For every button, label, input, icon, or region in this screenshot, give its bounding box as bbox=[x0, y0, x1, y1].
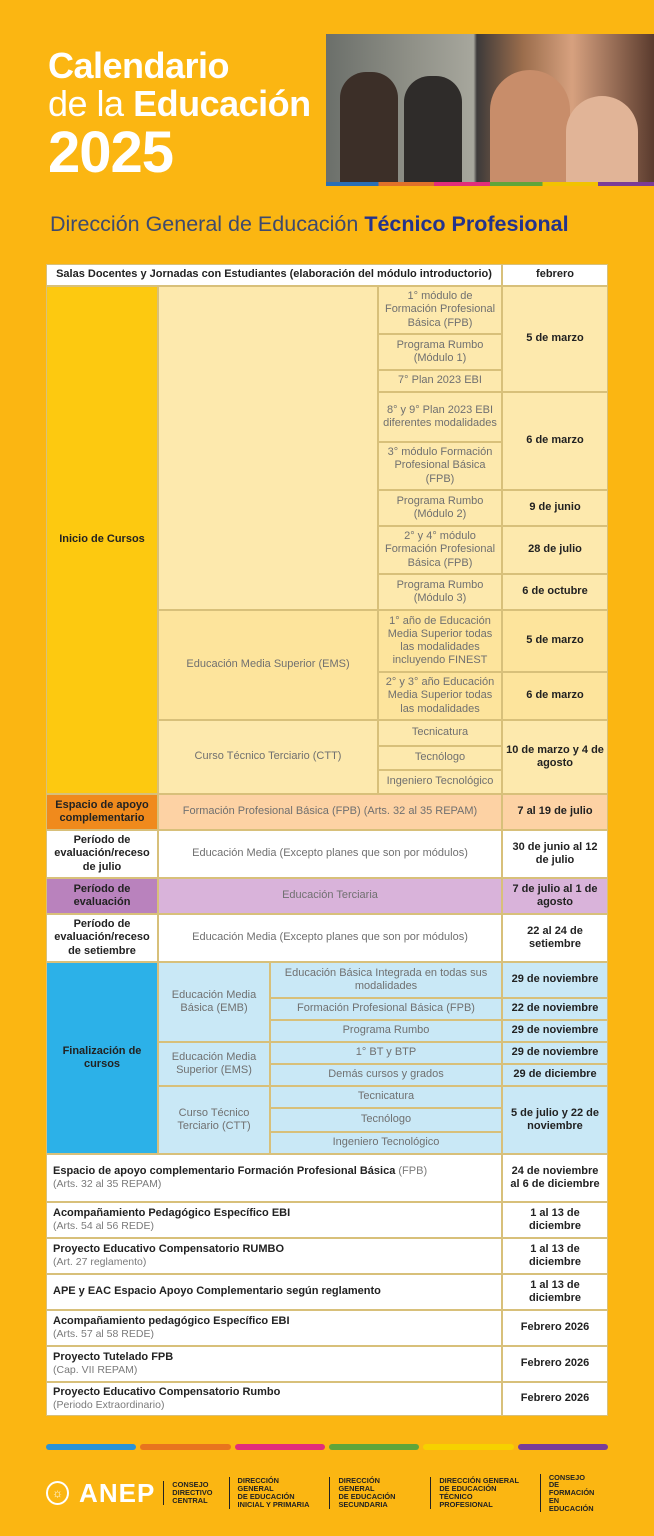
row-main-bold: Acompañamiento pedagógico Específico EBI bbox=[53, 1315, 290, 1328]
table-cell: 2° y 3° año Educación Media Superior todas las modalidades bbox=[378, 672, 502, 720]
table-cell: 5 de marzo bbox=[502, 610, 608, 672]
table-cell: 1° año de Educación Media Superior todas las modalidades incluyendo FINEST bbox=[378, 610, 502, 672]
table-row-date: 1 al 13 de diciembre bbox=[502, 1274, 608, 1310]
table-cell: Formación Profesional Básica (FPB) (Arts. 32 al 35 REPAM) bbox=[158, 794, 502, 830]
color-bar bbox=[329, 1444, 419, 1450]
table-cell: Ingeniero Tecnológico bbox=[378, 770, 502, 794]
table-cell: 22 al 24 de setiembre bbox=[502, 914, 608, 962]
table-cell: 7 de julio al 1 de agosto bbox=[502, 878, 608, 914]
table-cell: 8° y 9° Plan 2023 EBI diferentes modalidades bbox=[378, 392, 502, 442]
table-row-label bbox=[46, 1274, 502, 1310]
row-main-light: (FPB) bbox=[395, 1165, 428, 1178]
table-row-date: Febrero 2026 bbox=[502, 1346, 608, 1382]
table-row-label bbox=[46, 1238, 502, 1274]
title-line-2-bold: Educación bbox=[133, 83, 311, 124]
row-main-text bbox=[53, 1207, 290, 1220]
institution-line: DIRECCIÓN GENERAL bbox=[237, 1476, 280, 1494]
table-cell: Período de evaluación/receso de julio bbox=[46, 830, 158, 878]
institution-label bbox=[540, 1474, 612, 1513]
anep-logo: ANEP bbox=[79, 1477, 156, 1508]
table-cell: 5 de marzo bbox=[502, 286, 608, 392]
table-cell: Programa Rumbo (Módulo 1) bbox=[378, 334, 502, 370]
title-line-2 bbox=[48, 83, 311, 124]
institution-line: CONSEJO bbox=[172, 1480, 209, 1490]
table-cell: 10 de marzo y 4 de agosto bbox=[502, 720, 608, 794]
table-cell: 28 de julio bbox=[502, 526, 608, 574]
institution-line: TÉCNICO PROFESIONAL bbox=[439, 1492, 493, 1509]
table-cell: Demás cursos y grados bbox=[270, 1064, 502, 1086]
table-cell: Educación Media Superior (EMS) bbox=[158, 610, 378, 720]
institution-line: DE EDUCACIÓN bbox=[338, 1492, 396, 1501]
row-sub-text: (Arts. 54 al 56 REDE) bbox=[53, 1220, 154, 1233]
institution-label bbox=[163, 1481, 220, 1504]
table-cell: Programa Rumbo bbox=[270, 1020, 502, 1042]
table-row-label bbox=[46, 1310, 502, 1346]
table-cell: 6 de marzo bbox=[502, 392, 608, 490]
institution-line: DIRECCIÓN GENERAL bbox=[338, 1476, 380, 1494]
table-cell: Tecnicatura bbox=[378, 720, 502, 746]
institution-line: DE FORMACIÓN bbox=[548, 1480, 595, 1498]
institution-label bbox=[430, 1477, 532, 1508]
footer bbox=[46, 1472, 612, 1513]
row-sub-text: (Periodo Extraordinario) bbox=[53, 1399, 165, 1412]
color-bar bbox=[46, 1444, 136, 1450]
row-sub-text: (Arts. 32 al 35 REPAM) bbox=[53, 1178, 162, 1191]
institution-line: SECUNDARIA bbox=[338, 1499, 388, 1509]
table-cell: febrero bbox=[502, 264, 608, 286]
header-photo bbox=[326, 34, 654, 186]
table-row-label bbox=[46, 1382, 502, 1416]
table-cell: 1° BT y BTP bbox=[270, 1042, 502, 1064]
subtitle-pre: Dirección General de Educación bbox=[50, 212, 365, 236]
photo-color-strip bbox=[326, 182, 654, 186]
table-cell: 5 de julio y 22 de noviembre bbox=[502, 1086, 608, 1154]
table-cell: Tecnólogo bbox=[378, 746, 502, 770]
row-main-bold: Proyecto Educativo Compensatorio RUMBO bbox=[53, 1243, 285, 1256]
table-cell: Educación Básica Integrada en todas sus modalidades bbox=[270, 962, 502, 998]
table-cell bbox=[158, 286, 378, 610]
row-sub-text: (Cap. VII REPAM) bbox=[53, 1364, 138, 1377]
table-cell: Tecnólogo bbox=[270, 1108, 502, 1132]
table-cell: Educación Media (Excepto planes que son por módulos) bbox=[158, 914, 502, 962]
row-main-text bbox=[53, 1165, 427, 1178]
table-cell: 29 de noviembre bbox=[502, 1042, 608, 1064]
row-main-text bbox=[53, 1243, 284, 1256]
calendar-table bbox=[46, 264, 608, 1416]
table-cell: 30 de junio al 12 de julio bbox=[502, 830, 608, 878]
row-main-text bbox=[53, 1351, 173, 1364]
institution-label bbox=[229, 1477, 322, 1508]
row-sub-text: (Arts. 57 al 58 REDE) bbox=[53, 1328, 154, 1341]
table-row-date: Febrero 2026 bbox=[502, 1382, 608, 1416]
subtitle-bold: Técnico Profesional bbox=[364, 212, 569, 236]
institution-line: CONSEJO bbox=[548, 1472, 585, 1482]
table-cell: Educación Media Básica (EMB) bbox=[158, 962, 270, 1042]
table-cell: 3° módulo Formación Profesional Básica (FPB) bbox=[378, 442, 502, 490]
color-bar bbox=[518, 1444, 608, 1450]
title-line-1: Calendario bbox=[48, 45, 230, 86]
institution-line: DE EDUCACIÓN bbox=[237, 1492, 295, 1501]
table-row-label bbox=[46, 1154, 502, 1202]
table-row-label bbox=[46, 1346, 502, 1382]
row-main-bold: Espacio de apoyo complementario Formación Profesional Básica bbox=[53, 1165, 396, 1178]
color-bar bbox=[423, 1444, 513, 1450]
table-cell: Salas Docentes y Jornadas con Estudiantes (elaboración del módulo introductorio) bbox=[46, 264, 502, 286]
table-row-date: 1 al 13 de diciembre bbox=[502, 1238, 608, 1274]
table-cell: 6 de octubre bbox=[502, 574, 608, 610]
institution-line: INICIAL Y PRIMARIA bbox=[237, 1499, 310, 1509]
color-bar bbox=[235, 1444, 325, 1450]
color-bars bbox=[46, 1444, 608, 1450]
table-cell: 6 de marzo bbox=[502, 672, 608, 720]
table-cell: Inicio de Cursos bbox=[46, 286, 158, 794]
row-main-bold: Proyecto Tutelado FPB bbox=[53, 1351, 174, 1364]
table-row-date: Febrero 2026 bbox=[502, 1310, 608, 1346]
table-cell: 7 al 19 de julio bbox=[502, 794, 608, 830]
photo-person-3 bbox=[490, 70, 570, 186]
row-main-bold: Proyecto Educativo Compensatorio Rumbo bbox=[53, 1386, 281, 1399]
photo-person-4 bbox=[566, 96, 638, 186]
institution-line: EN EDUCACIÓN bbox=[548, 1495, 594, 1513]
row-main-text bbox=[53, 1285, 381, 1298]
table-cell: Formación Profesional Básica (FPB) bbox=[270, 998, 502, 1020]
page-subtitle bbox=[50, 212, 569, 237]
photo-person-2 bbox=[404, 76, 462, 186]
table-row-label bbox=[46, 1202, 502, 1238]
table-cell: Finalización de cursos bbox=[46, 962, 158, 1154]
row-main-text bbox=[53, 1386, 280, 1399]
table-cell: Educación Media (Excepto planes que son por módulos) bbox=[158, 830, 502, 878]
table-cell: Programa Rumbo (Módulo 3) bbox=[378, 574, 502, 610]
institution-line: CENTRAL bbox=[172, 1495, 208, 1505]
uruguay-seal-icon: ☼ bbox=[46, 1481, 69, 1505]
table-cell: 2° y 4° módulo Formación Profesional Básica (FPB) bbox=[378, 526, 502, 574]
table-cell: Curso Técnico Terciario (CTT) bbox=[158, 720, 378, 794]
table-cell: Educación Terciaria bbox=[158, 878, 502, 914]
table-cell: 29 de noviembre bbox=[502, 1020, 608, 1042]
row-sub-text: (Art. 27 reglamento) bbox=[53, 1256, 147, 1269]
row-main-bold: APE y EAC Espacio Apoyo Complementario según reglamento bbox=[53, 1285, 381, 1298]
photo-person-1 bbox=[340, 72, 398, 186]
row-main-text bbox=[53, 1315, 290, 1328]
table-cell: 22 de noviembre bbox=[502, 998, 608, 1020]
institution-line: DIRECTIVO bbox=[172, 1488, 213, 1498]
table-cell: 1° módulo de Formación Profesional Básica (FPB) bbox=[378, 286, 502, 334]
institution-line: DE EDUCACIÓN bbox=[439, 1484, 497, 1494]
title-line-2-pre: de la bbox=[48, 83, 134, 124]
table-cell: Período de evaluación/receso de setiembre bbox=[46, 914, 158, 962]
institution-label bbox=[329, 1477, 422, 1508]
institution-line: DIRECCIÓN GENERAL bbox=[439, 1476, 519, 1486]
table-cell: Espacio de apoyo complementario bbox=[46, 794, 158, 830]
title-year: 2025 bbox=[48, 120, 174, 185]
table-cell: 29 de diciembre bbox=[502, 1064, 608, 1086]
page-title bbox=[48, 45, 311, 185]
row-main-bold: Acompañamiento Pedagógico Específico EBI bbox=[53, 1207, 291, 1220]
table-cell: 29 de noviembre bbox=[502, 962, 608, 998]
table-cell: 7° Plan 2023 EBI bbox=[378, 370, 502, 392]
table-cell: Curso Técnico Terciario (CTT) bbox=[158, 1086, 270, 1154]
color-bar bbox=[140, 1444, 230, 1450]
table-cell: Programa Rumbo (Módulo 2) bbox=[378, 490, 502, 526]
table-cell: 9 de junio bbox=[502, 490, 608, 526]
table-row-date: 1 al 13 de diciembre bbox=[502, 1202, 608, 1238]
table-row-date: 24 de noviembre al 6 de diciembre bbox=[502, 1154, 608, 1202]
table-cell: Período de evaluación bbox=[46, 878, 158, 914]
table-cell: Ingeniero Tecnológico bbox=[270, 1132, 502, 1154]
table-cell: Educación Media Superior (EMS) bbox=[158, 1042, 270, 1086]
table-cell: Tecnicatura bbox=[270, 1086, 502, 1108]
